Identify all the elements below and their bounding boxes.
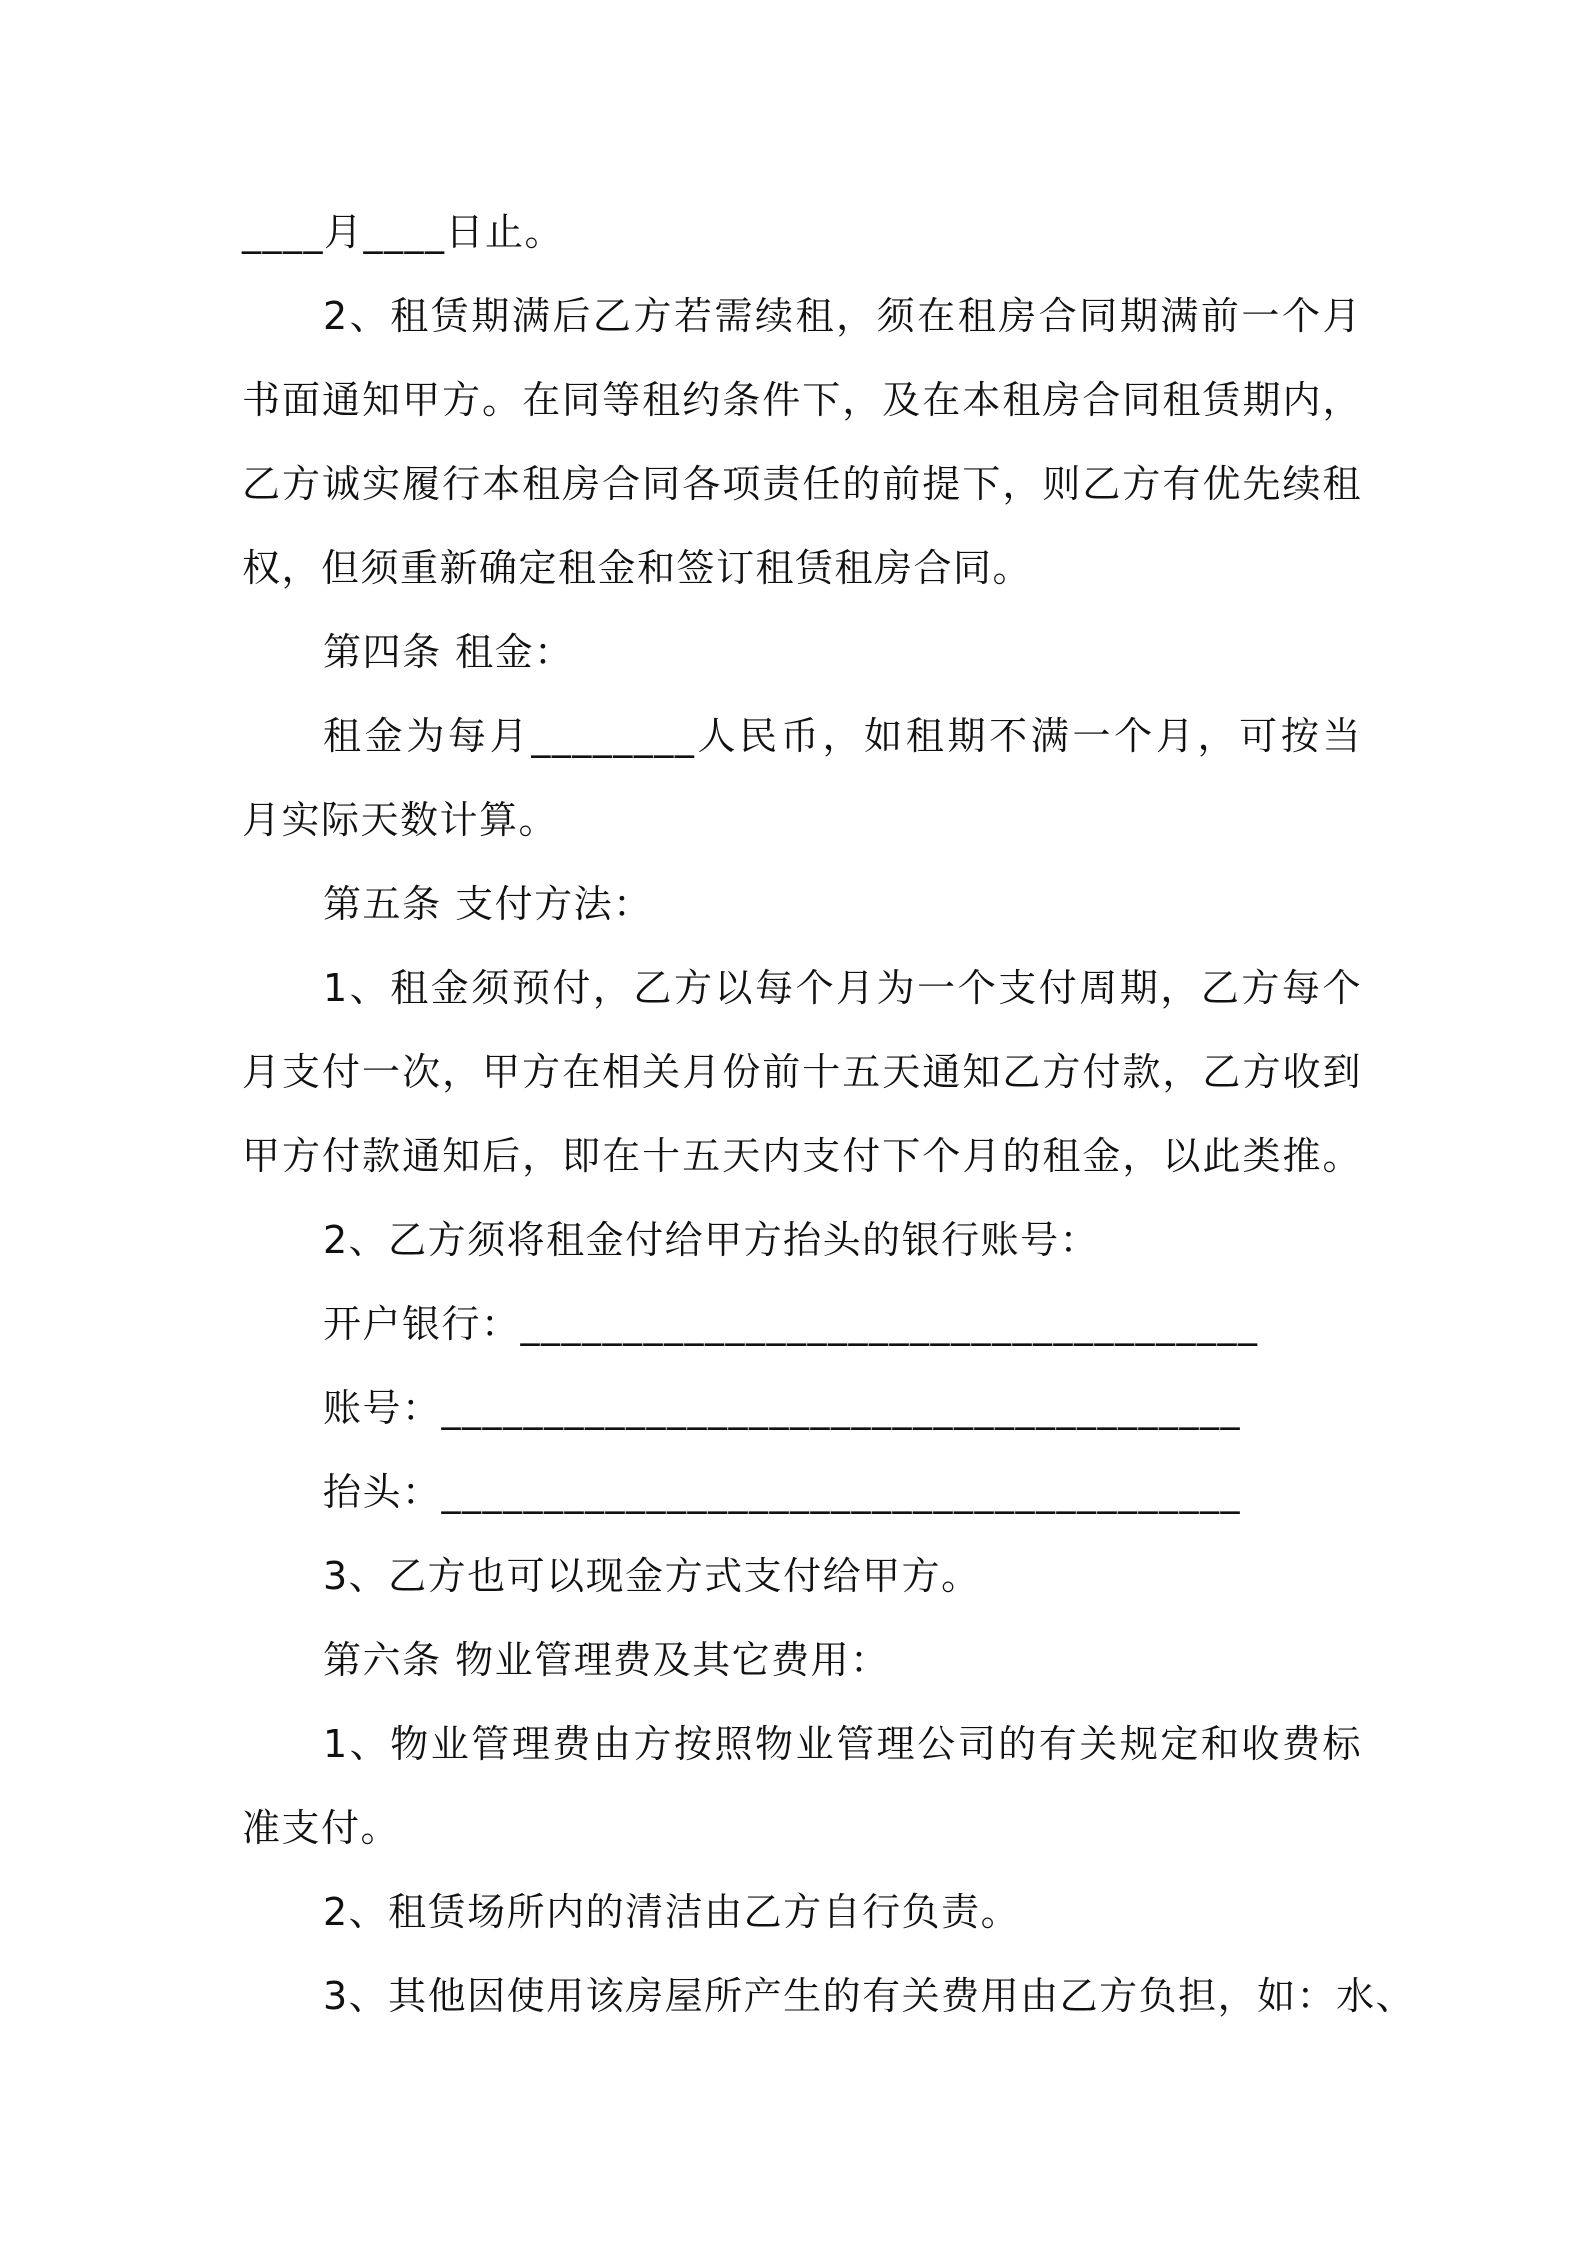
document-line: 2、乙方须将租金付给甲方抬头的银行账号： (323, 1218, 1100, 1262)
document-line: 书面通知甲方。在同等租约条件下，及在本租房合同租赁期内， (242, 378, 1362, 422)
document-line: 3、乙方也可以现金方式支付给甲方。 (323, 1554, 981, 1598)
document-line: 月实际天数计算。 (242, 798, 559, 842)
document-line: 甲方付款通知后，即在十五天内支付下个月的租金，以此类推。 (242, 1134, 1362, 1178)
document-line: 准支付。 (242, 1806, 401, 1850)
document-body (242, 190, 1416, 2038)
document-line: ____月____日止。 (242, 210, 565, 254)
document-line: 3、其他因使用该房屋所产生的有关费用由乙方负担，如：水、 (323, 1974, 1416, 2018)
document-line: 2、租赁场所内的清洁由乙方自行负责。 (323, 1890, 1021, 1934)
document-line: 第五条 支付方法： (323, 882, 653, 926)
document-line: 租金为每月________人民币，如租期不满一个月，可按当 (323, 714, 1362, 758)
document-line: 账号：_______________________________________ (323, 1386, 1242, 1430)
document-line: 月支付一次，甲方在相关月份前十五天通知乙方付款，乙方收到 (242, 1050, 1362, 1094)
document-line: 开户银行：____________________________________ (323, 1302, 1259, 1346)
document-line: 1、物业管理费由方按照物业管理公司的有关规定和收费标 (323, 1722, 1362, 1766)
document-line: 1、租金须预付，乙方以每个月为一个支付周期，乙方每个 (323, 966, 1362, 1010)
document-line: 第四条 租金： (323, 630, 574, 674)
document-line: 抬头：_______________________________________ (323, 1470, 1242, 1514)
document-line: 权，但须重新确定租金和签订租赁租房合同。 (242, 546, 1033, 590)
document-line: 2、租赁期满后乙方若需续租，须在租房合同期满前一个月 (323, 294, 1362, 338)
document-line: 乙方诚实履行本租房合同各项责任的前提下，则乙方有优先续租 (242, 462, 1362, 506)
document-line: 第六条 物业管理费及其它费用： (323, 1638, 890, 1682)
